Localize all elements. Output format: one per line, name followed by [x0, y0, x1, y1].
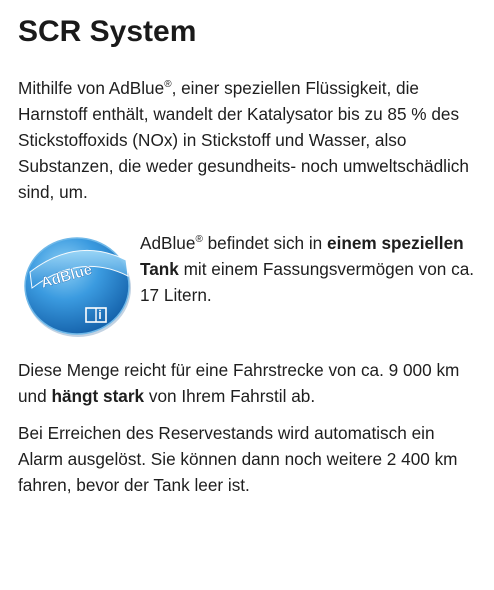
intro-text-2: , einer speziellen Flüssigkeit, die Harnstoff enthält, wandelt der Katalysator bis zu 85 % des Stickstoffoxids (NOx) in Stickstoff und Wasser, also Substanzen, die weder gesundheits- noch umweltschädlich sind, um.: [18, 78, 469, 202]
range-paragraph: [18, 357, 476, 409]
intro-paragraph: [18, 75, 476, 205]
intro-text-1: Mithilfe von AdBlue: [18, 78, 165, 98]
tank-paragraph: [140, 230, 476, 308]
tank-emphasis: einem speziellen Tank: [140, 233, 464, 279]
reserve-paragraph: Bei Erreichen des Reservestands wird automatisch ein Alarm ausgelöst. Sie können dann noch weitere 2 400 km fahren, bevor der Tank leer ist.: [18, 423, 458, 495]
tank-text-1: AdBlue: [140, 233, 196, 253]
registered-mark: ®: [195, 234, 203, 245]
tank-text-2: befindet sich in: [202, 233, 328, 253]
adblue-badge-icon: [22, 234, 134, 340]
tank-section: [18, 230, 476, 334]
page-title: SCR System: [18, 15, 197, 48]
adblue-label: AdBlue: [38, 261, 95, 292]
range-text-2: von Ihrem Fahrstil ab.: [144, 386, 316, 406]
range-emphasis: hängt stark: [51, 386, 145, 406]
registered-mark: ®: [164, 79, 172, 90]
tank-text-3: mit einem Fassungsvermögen von ca. 17 Litern.: [140, 259, 475, 305]
range-text-1: Diese Menge reicht für eine Fahrstrecke von ca. 9 000 km und: [18, 360, 460, 406]
